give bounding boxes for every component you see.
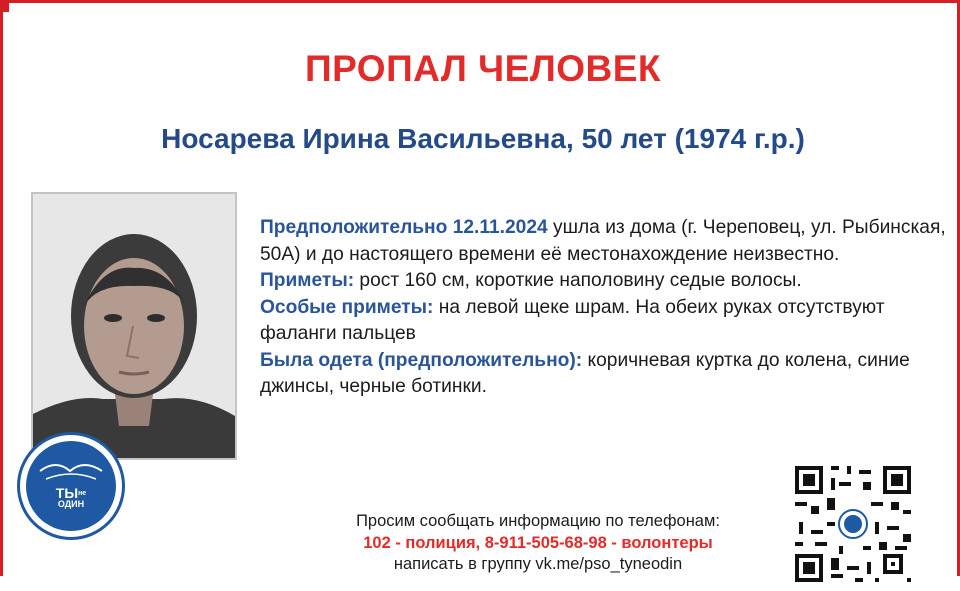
person-name: Носарева Ирина Васильевна, 50 лет (1974 г.р.) <box>161 123 805 154</box>
clothes-paragraph <box>260 348 950 401</box>
logo-inner-circle <box>26 441 116 531</box>
signs-label: Приметы: <box>260 270 355 291</box>
clothes-label: Была одета (предположительно): <box>260 349 583 371</box>
top-border <box>3 0 957 3</box>
signs-paragraph <box>260 268 950 295</box>
signs-text: рост 160 см, короткие наполовину седые волосы. <box>354 270 802 291</box>
qr-code-icon[interactable] <box>791 462 915 586</box>
logo-text-one: ОДИН <box>57 499 85 509</box>
disappearance-date-label: Предположительно 12.11.2024 <box>260 217 548 238</box>
clothes-text: коричневая куртка до колена, синие джинсы, черные ботинки. <box>260 349 910 397</box>
disappearance-paragraph <box>260 215 950 268</box>
disappearance-text: ушла из дома (г. Череповец, ул. Рыбинская, 50А) и до настоящего времени её местонахождение неизвестно. <box>260 217 946 265</box>
logo-text <box>26 487 116 509</box>
logo-text-main: ТЫ <box>55 485 79 501</box>
poster-title: ПРОПАЛ ЧЕЛОВЕК <box>305 48 661 89</box>
contact-info <box>303 511 773 576</box>
special-signs-label: Особые приметы: <box>260 296 434 318</box>
qr-center-logo-icon <box>838 509 868 539</box>
person-photo <box>31 192 237 460</box>
special-signs-paragraph <box>260 295 950 348</box>
contact-phones: 102 - полиция, 8-911-505-68-98 - волонтеры <box>363 533 713 552</box>
contact-request: Просим сообщать информацию по телефонам: <box>356 512 720 530</box>
organization-logo-icon <box>17 432 125 540</box>
logo-text-small: не <box>78 490 87 497</box>
contact-group: написать в группу vk.me/pso_tyneodin <box>393 555 683 573</box>
special-signs-text: на левой щеке шрам. На обеих руках отсутствуют фаланги пальцев <box>260 296 885 344</box>
missing-details <box>260 215 950 401</box>
